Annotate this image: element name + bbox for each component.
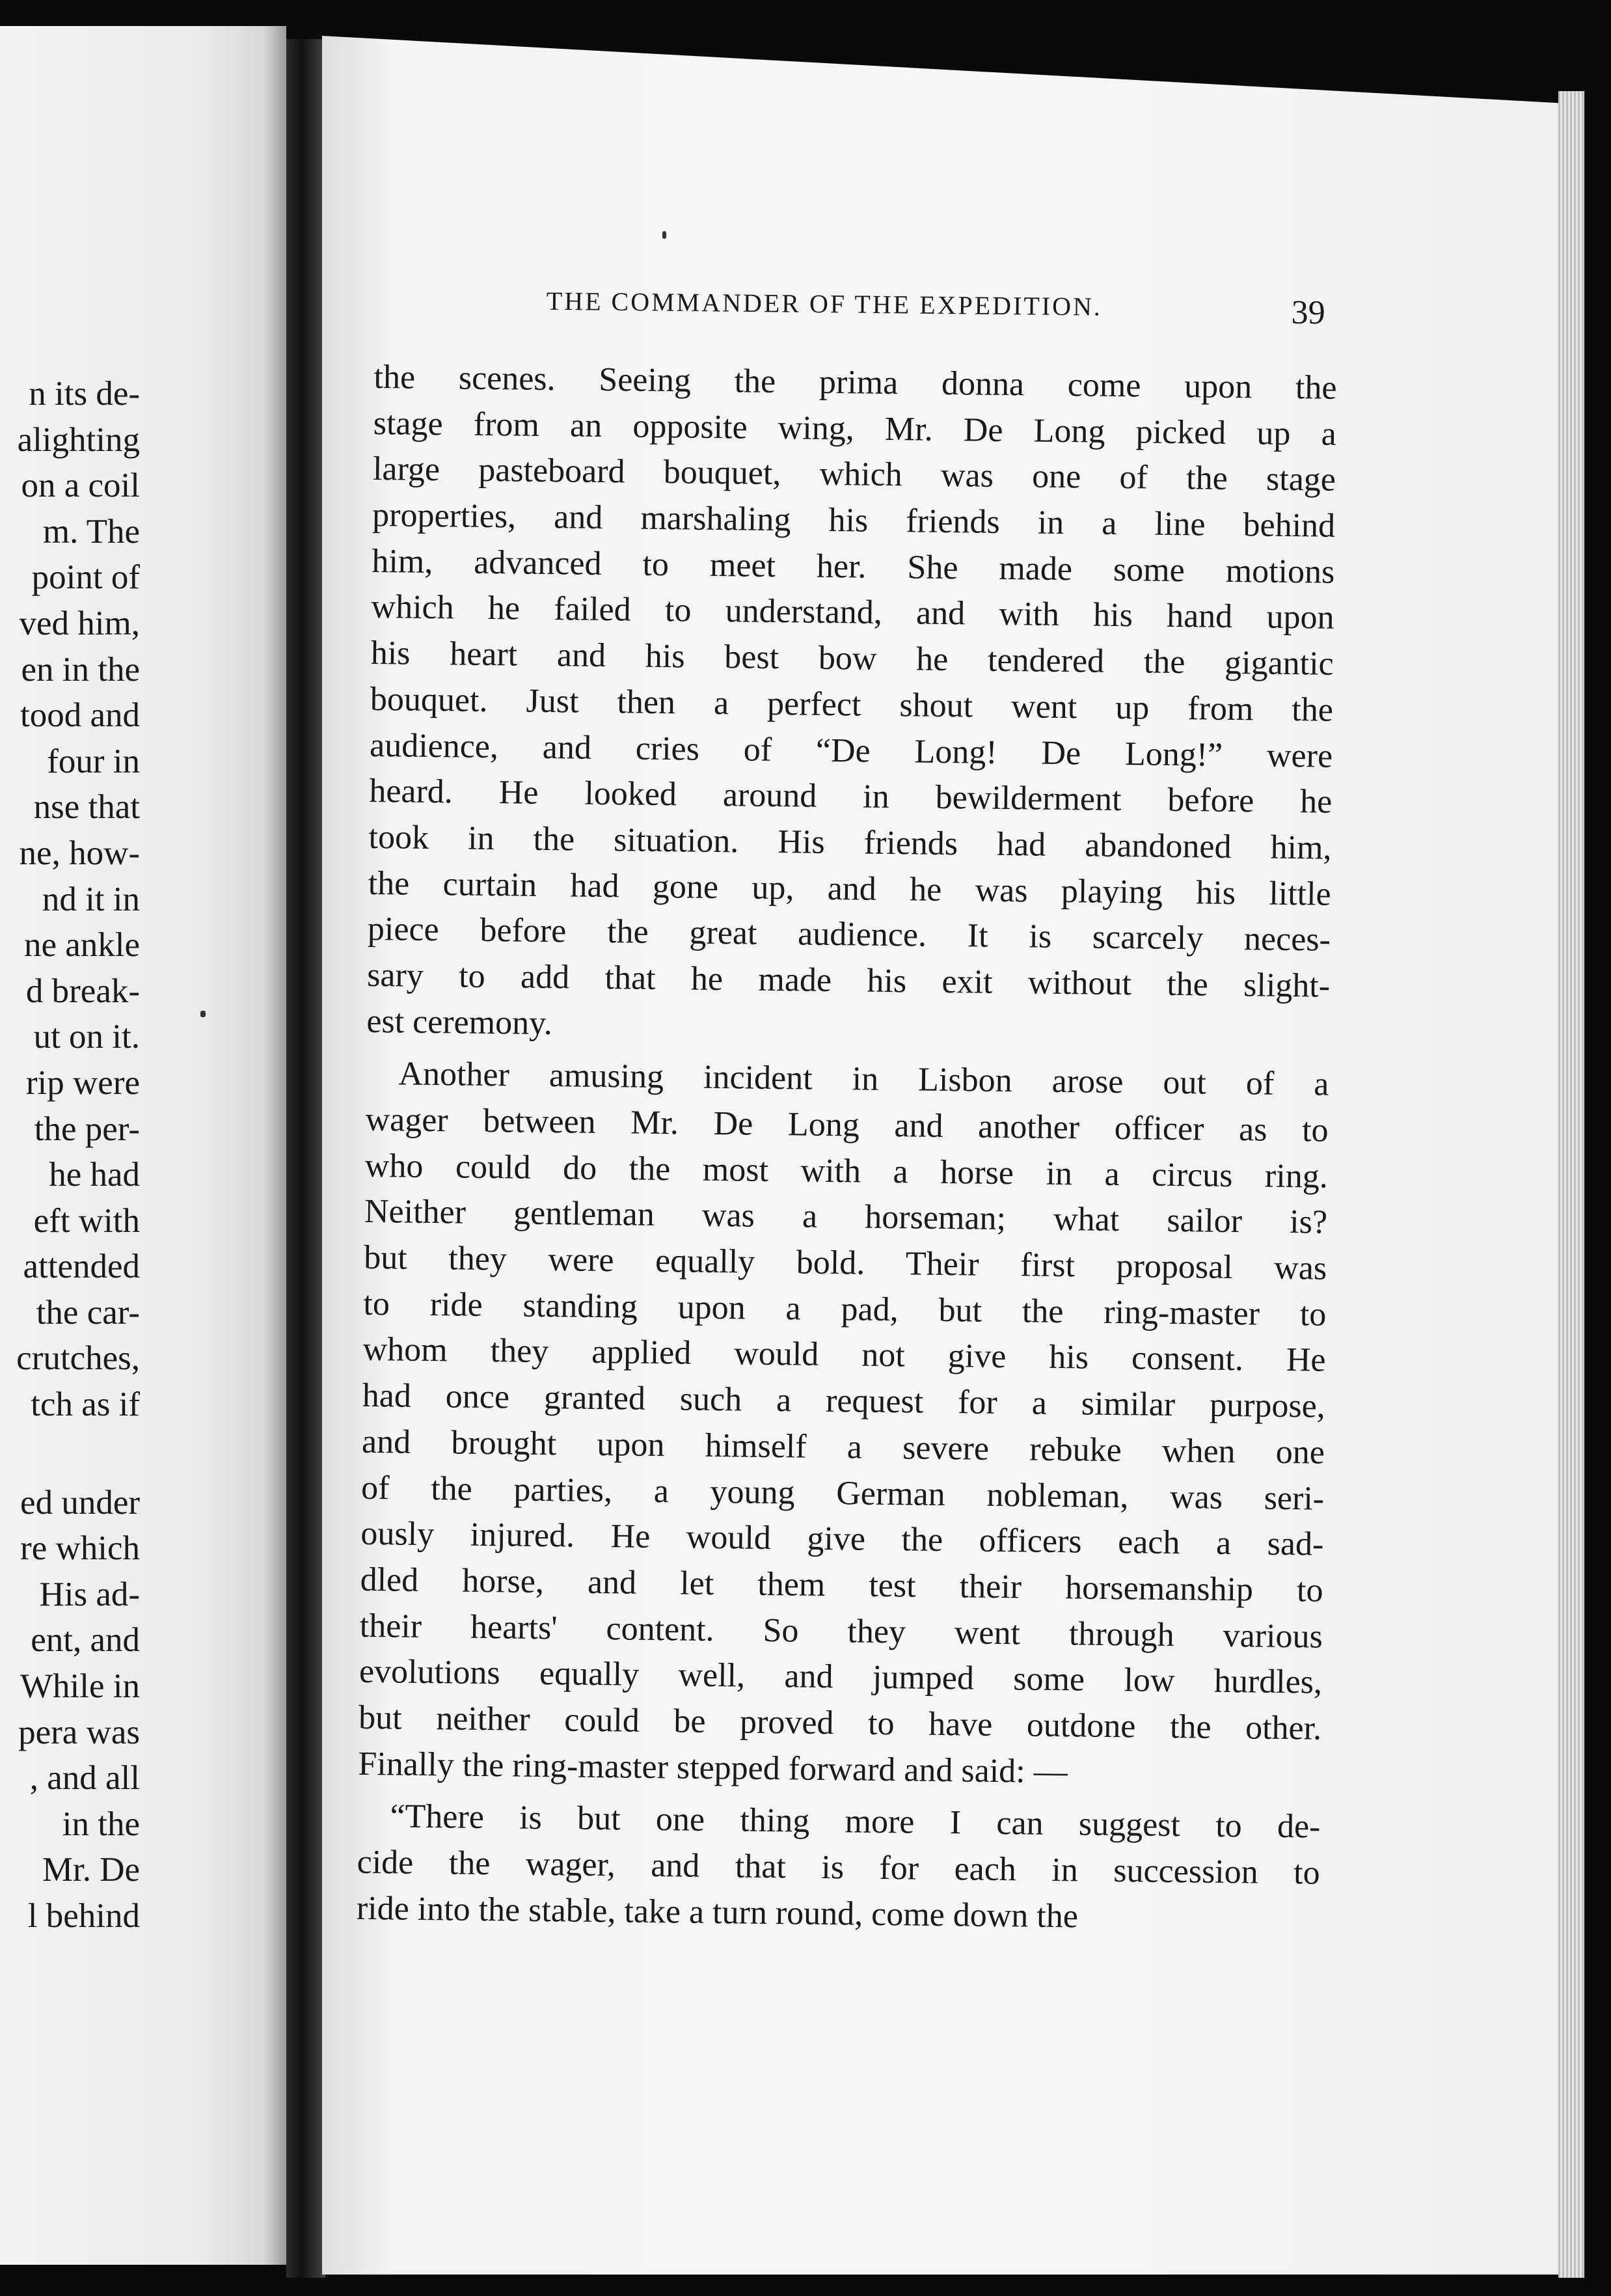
text-line: large pasteboard bouquet, which was one of the stage bbox=[372, 450, 1336, 499]
text-line: Another amusing incident in Lisbon arose out of a bbox=[398, 1055, 1329, 1104]
text-line: their hearts' content. So they went through various bbox=[359, 1607, 1323, 1656]
page-body bbox=[357, 355, 1337, 1943]
left-page-line: n its de- bbox=[29, 375, 140, 413]
left-page-line: the car- bbox=[36, 1293, 140, 1332]
left-page-line: alighting bbox=[17, 420, 140, 459]
left-page-text bbox=[16, 371, 140, 1939]
left-page-line: rip were bbox=[25, 1063, 140, 1102]
left-page-line: attended bbox=[23, 1248, 140, 1286]
left-page-line: he had bbox=[49, 1156, 140, 1194]
running-title: THE COMMANDER OF THE EXPEDITION. bbox=[546, 286, 1103, 321]
text-line: had once granted such a request for a similar purpose, bbox=[362, 1377, 1326, 1425]
text-line: sary to add that he made his exit without the slight- bbox=[366, 956, 1331, 1005]
paragraph bbox=[366, 355, 1337, 1056]
left-page-line: ent, and bbox=[31, 1621, 140, 1660]
left-page-line: crutches, bbox=[16, 1339, 140, 1378]
text-line: evolutions equally well, and jumped some low hurdles, bbox=[359, 1653, 1323, 1701]
page-number: 39 bbox=[1291, 294, 1325, 332]
text-line: the curtain had gone up, and he was playing his little bbox=[368, 864, 1332, 913]
book-spine bbox=[286, 39, 325, 2278]
left-page-line: nse that bbox=[33, 788, 140, 827]
text-line: took in the situation. His friends had abandoned him, bbox=[368, 818, 1332, 867]
text-line: of the parties, a young German nobleman, was seri- bbox=[360, 1469, 1325, 1518]
left-page bbox=[0, 26, 286, 2265]
text-line: heard. He looked around in bewilderment before he bbox=[369, 772, 1333, 821]
text-line: ously injured. He would give the officers each a sad- bbox=[360, 1515, 1324, 1563]
left-page-line: His ad- bbox=[39, 1575, 140, 1613]
left-page-line: tood and bbox=[20, 696, 140, 735]
text-line: ride into the stable, take a turn round, come down the bbox=[356, 1889, 1079, 1935]
text-line: piece before the great audience. It is scarcely neces- bbox=[367, 910, 1331, 959]
left-page-line: en in the bbox=[21, 650, 140, 689]
text-line: to ride standing upon a pad, but the ring-master to bbox=[363, 1285, 1327, 1333]
text-line: wager between Mr. De Long and another officer as to bbox=[365, 1100, 1329, 1149]
print-speck bbox=[662, 231, 666, 239]
text-line: bouquet. Just then a perfect shout went up from the bbox=[370, 680, 1334, 729]
text-line: dled horse, and let them test their horsemanship to bbox=[360, 1561, 1323, 1609]
left-page-line: point of bbox=[31, 558, 140, 597]
left-page-line: , and all bbox=[29, 1759, 140, 1797]
text-line: his heart and his best bow he tendered the gigantic bbox=[370, 635, 1334, 683]
left-page-line: on a coil bbox=[21, 467, 140, 505]
left-page-line: ut on it. bbox=[33, 1018, 140, 1056]
text-line: properties, and marshaling his friends in a line behind bbox=[372, 497, 1336, 545]
text-line: est ceremony. bbox=[366, 1002, 553, 1042]
text-line: whom they applied would not give his consent. He bbox=[362, 1331, 1326, 1380]
left-page-line: tch as if bbox=[31, 1386, 140, 1424]
print-speck bbox=[200, 1011, 206, 1017]
text-line: which he failed to understand, and with his hand upon bbox=[371, 588, 1334, 637]
text-line: who could do the most with a horse in a circus ring. bbox=[364, 1147, 1329, 1196]
text-line: audience, and cries of “De Long! De Long!” were bbox=[369, 726, 1333, 775]
left-page-line: nd it in bbox=[42, 880, 140, 918]
left-page-line: ne ankle bbox=[23, 926, 140, 964]
text-line: him, advanced to meet her. She made some motions bbox=[372, 542, 1335, 591]
left-page-line: re which bbox=[20, 1529, 140, 1568]
text-line: and brought upon himself a severe rebuke when one bbox=[361, 1423, 1325, 1471]
left-page-line: d break- bbox=[25, 972, 140, 1010]
left-page-line: ed under bbox=[20, 1483, 140, 1522]
left-page-line: in the bbox=[62, 1805, 140, 1843]
text-line: cide the wager, and that is for each in succession to bbox=[357, 1843, 1320, 1892]
page-edges bbox=[1558, 91, 1584, 2278]
text-line: the scenes. Seeing the prima donna come upon the bbox=[373, 358, 1337, 407]
text-line: Finally the ring-master stepped forward and said: — bbox=[358, 1745, 1068, 1790]
left-page-line: four in bbox=[47, 742, 140, 780]
left-page-line: Mr. De bbox=[42, 1851, 140, 1889]
left-page-line: pera was bbox=[18, 1713, 140, 1751]
text-line: Neither gentleman was a horseman; what sailor is? bbox=[364, 1193, 1328, 1242]
text-line: “There is but one thing more I can suggest to de- bbox=[390, 1797, 1321, 1846]
left-page-line: While in bbox=[20, 1667, 140, 1706]
paragraph bbox=[357, 1794, 1321, 1943]
text-line: stage from an opposite wing, Mr. De Long picked up a bbox=[373, 404, 1337, 453]
text-line: but they were equally bold. Their first proposal was bbox=[363, 1238, 1327, 1287]
left-page-line: l behind bbox=[27, 1897, 140, 1935]
text-line: but neither could be proved to have outdone the other. bbox=[358, 1699, 1322, 1747]
left-page-line: eft with bbox=[33, 1201, 140, 1240]
left-page-gap bbox=[16, 1428, 140, 1480]
left-page-line: m. The bbox=[42, 512, 140, 551]
left-page-line: the per- bbox=[34, 1110, 140, 1148]
left-page-line: ne, how- bbox=[19, 834, 140, 872]
paragraph bbox=[358, 1051, 1329, 1798]
left-page-line: ved him, bbox=[19, 604, 140, 642]
